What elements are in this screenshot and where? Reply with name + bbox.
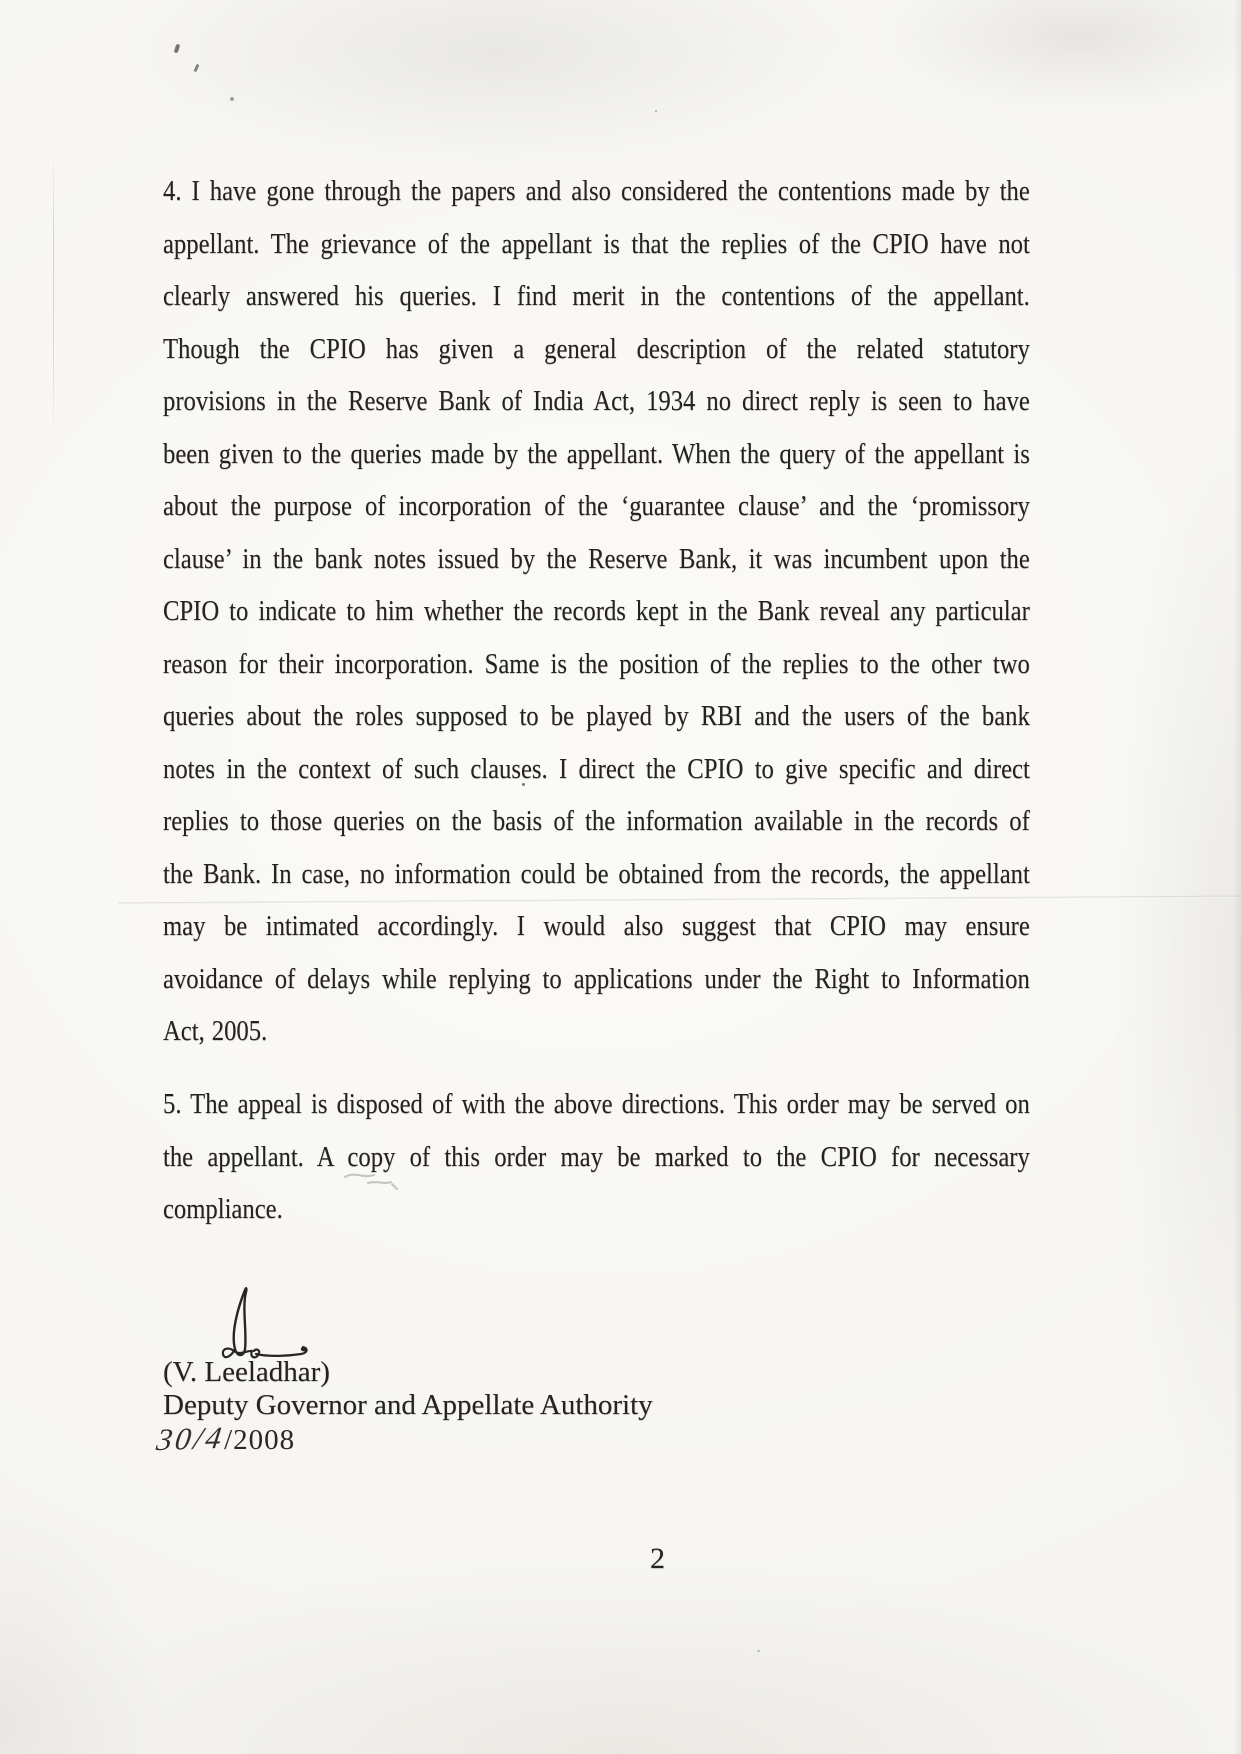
scan-speck [655, 110, 657, 112]
text-line: avoidance of delays while replying to applications under the Right to Information [163, 963, 1030, 995]
scan-speck [174, 44, 181, 54]
text-line: about the purpose of incorporation of the ‘guarantee clause’ and the ‘promissory [163, 491, 1030, 522]
text-line: the Bank. In case, no information could be obtained from the records, the appellant [163, 858, 1030, 890]
paragraph-5 [163, 1079, 1030, 1237]
signoff-title: Deputy Governor and Appellate Authority [163, 1389, 653, 1421]
signoff-date [154, 1419, 653, 1458]
text-line: 5. The appeal is disposed of with the above directions. This order may be served on [163, 1089, 1030, 1120]
text-line: compliance. [163, 1194, 283, 1225]
paragraph-4 [163, 166, 1030, 1059]
text-line: Though the CPIO has given a general description of the related statutory [163, 333, 1030, 365]
signoff-date-year: /2008 [224, 1424, 296, 1456]
text-line: Act, 2005. [163, 1016, 268, 1047]
scan-speck [194, 64, 200, 73]
text-line: CPIO to indicate to him whether the records kept in the Bank reveal any particular [163, 596, 1030, 627]
scan-speck [230, 97, 234, 101]
text-line: replies to those queries on the basis of the information available in the records of [163, 806, 1030, 837]
pencil-smudge [340, 1168, 410, 1192]
text-line: may be intimated accordingly. I would also suggest that CPIO may ensure [163, 911, 1030, 942]
text-line: reason for their incorporation. Same is the position of the replies to the other two [163, 648, 1030, 680]
scan-crease-vertical [53, 150, 54, 440]
signoff-name: (V. Leeladhar) [163, 1356, 330, 1388]
signoff-date-day-month: 30/4 [154, 1419, 227, 1458]
text-line: appellant. The grievance of the appellant is that the replies of the CPIO have not [163, 228, 1030, 260]
signoff-block [154, 1356, 653, 1458]
text-line: clearly answered his queries. I find merit in the contentions of the appellant. [163, 281, 1030, 312]
text-line: clause’ in the bank notes issued by the Reserve Bank, it was incumbent upon the [163, 543, 1030, 575]
text-line: been given to the queries made by the appellant. When the query of the appellant is [163, 438, 1030, 470]
text-line: provisions in the Reserve Bank of India Act, 1934 no direct reply is seen to have [163, 386, 1030, 417]
page-number: 2 [650, 1542, 665, 1575]
text-line: notes in the context of such clauses. I direct the CPIO to give specific and direct [163, 753, 1030, 785]
text-line: queries about the roles supposed to be played by RBI and the users of the bank [163, 701, 1030, 732]
text-line: the appellant. A copy of this order may be marked to the CPIO for necessary [163, 1141, 1030, 1173]
scan-speck [757, 1650, 760, 1652]
text-line: 4. I have gone through the papers and also considered the contentions made by the [163, 176, 1030, 207]
